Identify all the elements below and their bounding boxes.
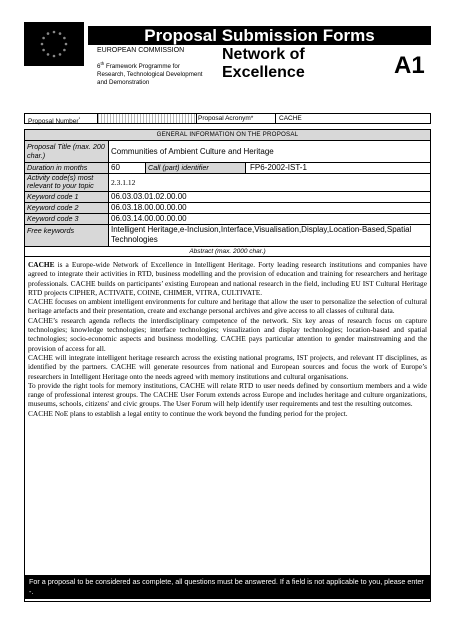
proposal-number-field[interactable] [97,114,197,123]
instrument-label: Network of Excellence [222,46,305,81]
abstract-paragraph-6: CACHE NoE plans to establish a legal entity to continue the work beyond the funding period for the project. [28,408,348,418]
keyword3-label: Keyword code 3 [25,214,109,224]
abstract-paragraph-4: CACHE will integrate intelligent heritage research across the existing national programs, IST projects, and relevant IT disciplines, as identified by the partners. CACHE will generate resources from national and European sources and focus the work of Europe’s researchers in Intelligent Heritage onto the needs agreed with memory institutions and cultural organisations. [28,352,427,381]
programme-number: 6 [97,63,101,71]
form-code: A1 [394,52,425,79]
abstract-paragraph-1: is a Europe-wide Network of Excellence in Intelligent Heritage. Forty leading research institutions and companies have agreed to integrate their activities in RTD, business modelling and the provision of education and training for researchers and heritage professionals. CACHE builds on participants’ existing European and national research in the field, including EU IST Cultural Heritage RTD projects CIPHER, ACTIVATE, COINE, CHIMER, VITRA, CULTIVATE. [28,260,427,297]
proposal-number-label [28,114,81,126]
general-info-table [24,129,431,602]
programme-label [97,60,207,87]
keyword3-row [25,214,430,225]
free-keywords-value[interactable]: Intelligent Heritage,e-Inclusion,Interface,Visualisation,Display,Location-Based,Spatial Technologies [111,225,412,244]
title-row [25,141,430,163]
eu-flag-logo [24,22,84,66]
keyword2-row [25,203,430,214]
programme-suffix: th [100,61,105,66]
abstract-text[interactable] [25,257,430,601]
form-title: Proposal Submission Forms [88,26,431,45]
proposal-number-label-text: Proposal Number [28,118,79,126]
abstract-paragraph-3: CACHE’s research agenda reflects the interdisciplinary competence of the network. Six key areas of research focus on capture technologies; knowledge technologies; interface technologies; visualization and display technologies; location-based and spatial technologies; socio-economic aspects and business modelling. CACHE pays particular attention to gender mainstreaming and the provision of access for all. [28,315,427,353]
proposal-form-page [24,22,431,622]
duration-label: Duration in months [25,163,109,173]
proposal-acronym-field[interactable]: CACHE [275,114,433,123]
proposal-acronym-label: Proposal Acronym* [198,115,254,122]
activity-row [25,174,430,192]
keyword1-label: Keyword code 1 [25,192,109,202]
keyword3-value[interactable]: 06.03.14.00.00.00.00 [111,214,187,223]
abstract-heading: Abstract (max. 2000 char.) [25,247,430,257]
free-keywords-row [25,225,430,247]
abstract-paragraph-5: To provide the right tools for memory institutions, CACHE will relate RTD to user needs defined by consortium members and a wide range of professional interest groups. The CACHE User Forum extends across Europe and includes heritage and culture organizations, museums, schools, citizens' and civic groups. The User Forum will help identify user requirements and test the resulting outcomes. [28,380,427,409]
proposal-number-marker: ¹ [78,116,81,121]
proposal-number-row [24,113,431,124]
keyword1-row [25,192,430,203]
general-info-heading: GENERAL INFORMATION ON THE PROPOSAL [25,130,430,141]
title-value[interactable]: Communities of Ambient Culture and Heritage [111,147,274,156]
activity-label: Activity code(s) most relevant to your topic [25,174,109,191]
completion-note: For a proposal to be considered as complete, all questions must be answered. If a field is not applicable to you, please enter -. [24,575,431,599]
abstract-paragraph [28,260,427,297]
call-label: Call (part) identifier [146,163,246,173]
keyword1-value[interactable]: 06.03.03.01.02.00.00 [111,192,187,201]
title-label: Proposal Title (max. 200 char.) [25,141,109,162]
abstract-acronym: CACHE [28,260,55,269]
activity-value[interactable]: 2.3.1.12 [111,178,136,187]
keyword2-label: Keyword code 2 [25,203,109,213]
call-value[interactable]: FP6-2002-IST-1 [250,163,307,172]
duration-value[interactable]: 60 [109,163,146,173]
commission-label: EUROPEAN COMMISSION [97,47,185,54]
form-header [24,22,431,106]
programme-text: Framework Programme for Research, Technological Development and Demonstration [97,63,203,87]
free-keywords-label: Free keywords [25,225,109,246]
abstract-paragraph-2: CACHE focuses on ambient intelligent environments for culture and heritage that allow the user to personalize the selection of cultural heritage artefacts and their presentation, create and exchange personal archives and give access to all classes of cultural data. [28,297,427,316]
keyword2-value[interactable]: 06.03.18.00.00.00.00 [111,203,187,212]
